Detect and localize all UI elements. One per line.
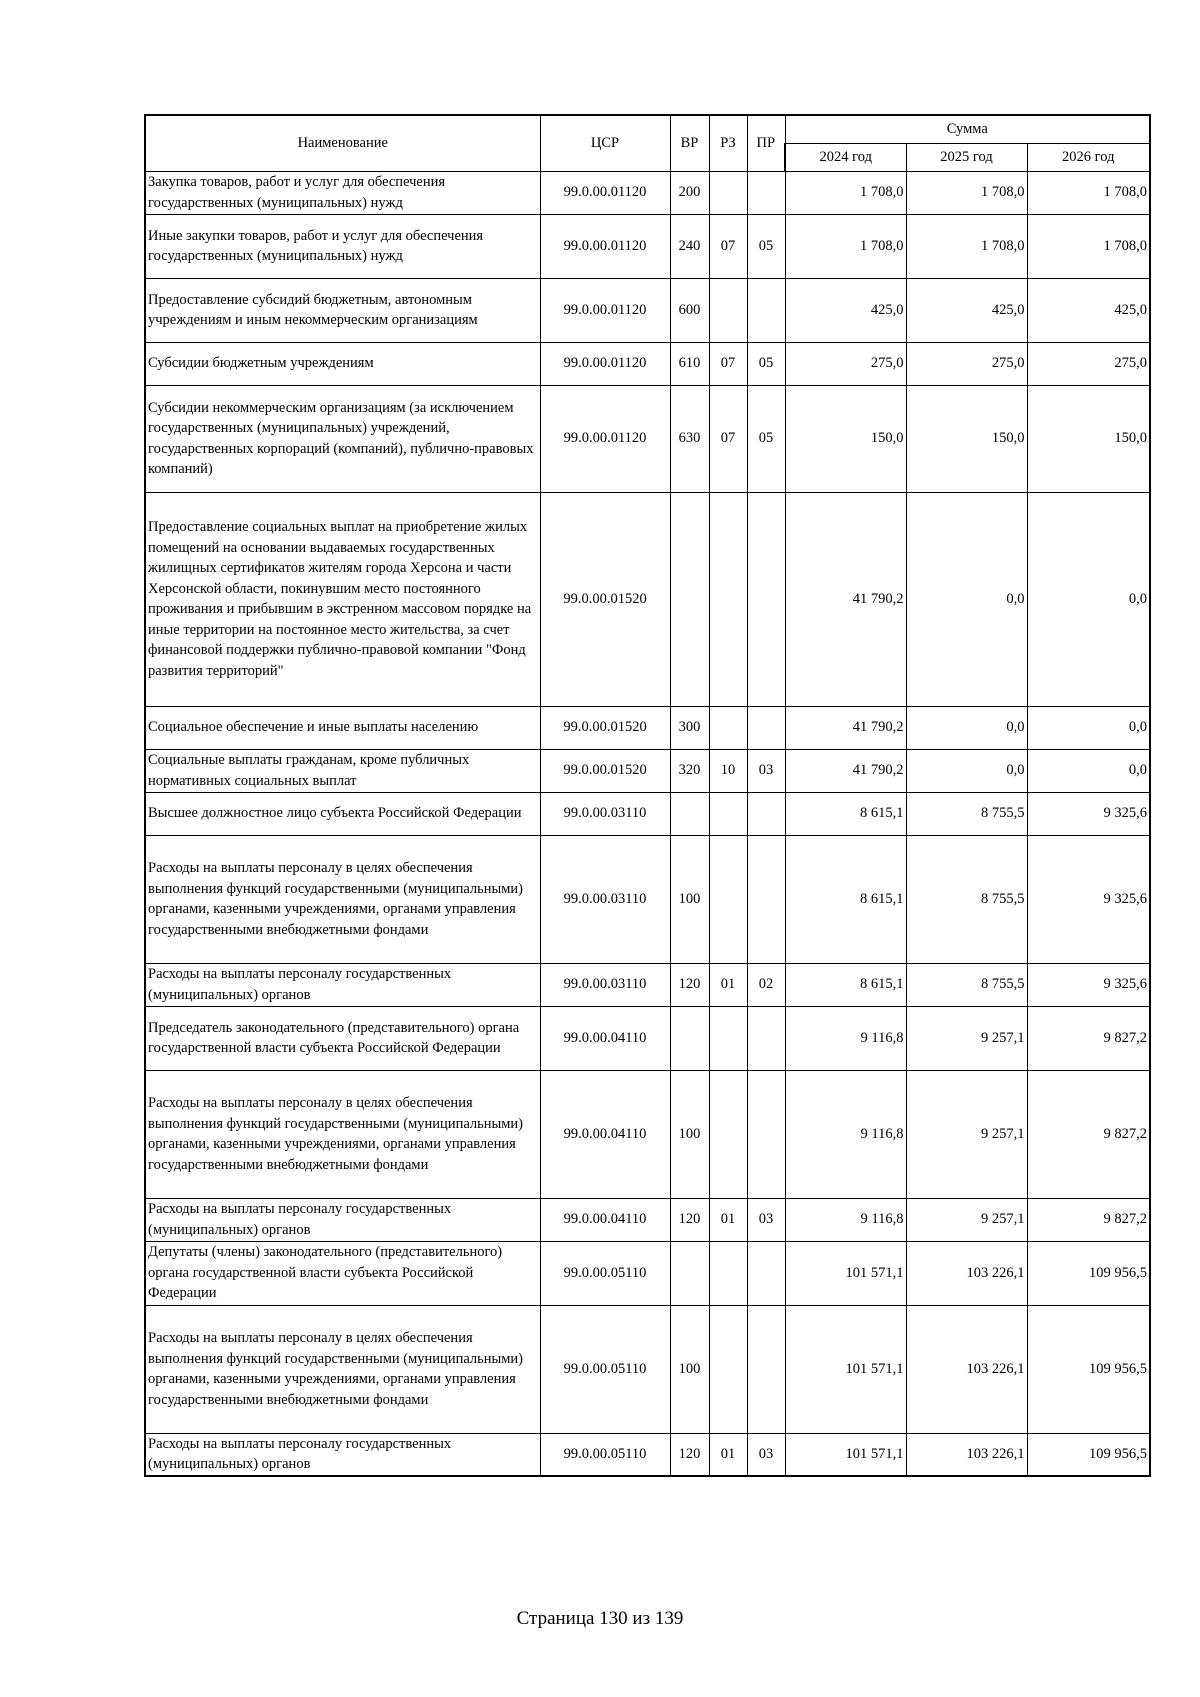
cell-name: Расходы на выплаты персоналу государственных (муниципальных) органов <box>145 963 540 1006</box>
cell-vr: 120 <box>670 1198 709 1241</box>
cell-name: Иные закупки товаров, работ и услуг для обеспечения государственных (муниципальных) нужд <box>145 214 540 278</box>
cell-2024: 9 116,8 <box>785 1006 906 1070</box>
table-row <box>145 963 1150 1006</box>
cell-2026: 1 708,0 <box>1027 214 1150 278</box>
cell-rz: 01 <box>709 1433 747 1476</box>
cell-vr: 610 <box>670 342 709 385</box>
cell-pr <box>747 835 785 963</box>
table-row <box>145 792 1150 835</box>
cell-2026: 150,0 <box>1027 385 1150 492</box>
cell-rz: 07 <box>709 385 747 492</box>
cell-csr: 99.0.00.01520 <box>540 492 670 706</box>
cell-2026: 275,0 <box>1027 342 1150 385</box>
cell-rz <box>709 1070 747 1198</box>
table-row <box>145 278 1150 342</box>
cell-2026: 0,0 <box>1027 706 1150 749</box>
cell-2024: 275,0 <box>785 342 906 385</box>
cell-vr: 100 <box>670 1305 709 1433</box>
header-sum: Сумма <box>785 115 1150 143</box>
cell-csr: 99.0.00.01120 <box>540 214 670 278</box>
cell-2024: 41 790,2 <box>785 492 906 706</box>
cell-2024: 1 708,0 <box>785 214 906 278</box>
cell-name: Предоставление социальных выплат на приобретение жилых помещений на основании выдаваемых государственных жилищных сертификатов жителям города Херсона и части Херсонской области, покинувшим место постоянного проживания и прибывшим в экстренном массовом порядке на иные территории на постоянное место жительства, за счет финансовой поддержки публично-правовой компании "Фонд развития территорий" <box>145 492 540 706</box>
header-name: Наименование <box>145 115 540 171</box>
cell-pr <box>747 492 785 706</box>
table-row <box>145 385 1150 492</box>
cell-2025: 425,0 <box>906 278 1027 342</box>
cell-csr: 99.0.00.05110 <box>540 1433 670 1476</box>
cell-pr <box>747 1305 785 1433</box>
cell-2025: 9 257,1 <box>906 1006 1027 1070</box>
cell-vr: 600 <box>670 278 709 342</box>
cell-pr <box>747 278 785 342</box>
table-row <box>145 1305 1150 1433</box>
cell-name: Расходы на выплаты персоналу в целях обеспечения выполнения функций государственными (муниципальными) органами, казенными учреждениями, органами управления государственными внебюджетными фондами <box>145 835 540 963</box>
cell-pr <box>747 1241 785 1305</box>
budget-table <box>144 114 1151 1477</box>
cell-vr: 300 <box>670 706 709 749</box>
page-number: Страница 130 из 139 <box>516 1608 684 1629</box>
cell-2026: 0,0 <box>1027 749 1150 792</box>
cell-pr <box>747 1070 785 1198</box>
cell-2026: 9 325,6 <box>1027 835 1150 963</box>
cell-2025: 8 755,5 <box>906 792 1027 835</box>
cell-2024: 41 790,2 <box>785 706 906 749</box>
cell-2025: 1 708,0 <box>906 171 1027 214</box>
cell-name: Субсидии бюджетным учреждениям <box>145 342 540 385</box>
table-row <box>145 835 1150 963</box>
cell-rz <box>709 1305 747 1433</box>
cell-2026: 109 956,5 <box>1027 1241 1150 1305</box>
header-rz: РЗ <box>709 115 747 171</box>
cell-2026: 9 827,2 <box>1027 1070 1150 1198</box>
header-vr: ВР <box>670 115 709 171</box>
cell-2025: 0,0 <box>906 492 1027 706</box>
cell-2026: 9 827,2 <box>1027 1198 1150 1241</box>
table-row <box>145 1070 1150 1198</box>
table-row <box>145 1006 1150 1070</box>
header-year-2025: 2025 год <box>906 143 1027 171</box>
cell-vr: 200 <box>670 171 709 214</box>
cell-name: Субсидии некоммерческим организациям (за исключением государственных (муниципальных) учреждений, государственных корпораций (компаний), публично-правовых компаний) <box>145 385 540 492</box>
cell-vr <box>670 1006 709 1070</box>
cell-pr: 05 <box>747 214 785 278</box>
cell-name: Расходы на выплаты персоналу в целях обеспечения выполнения функций государственными (муниципальными) органами, казенными учреждениями, органами управления государственными внебюджетными фондами <box>145 1305 540 1433</box>
header-pr: ПР <box>747 115 785 171</box>
cell-rz <box>709 278 747 342</box>
cell-2026: 9 325,6 <box>1027 792 1150 835</box>
cell-name: Предоставление субсидий бюджетным, автономным учреждениям и иным некоммерческим организациям <box>145 278 540 342</box>
cell-pr: 03 <box>747 1433 785 1476</box>
cell-2026: 109 956,5 <box>1027 1305 1150 1433</box>
header-year-2026: 2026 год <box>1027 143 1150 171</box>
cell-name: Социальные выплаты гражданам, кроме публичных нормативных социальных выплат <box>145 749 540 792</box>
cell-name: Депутаты (члены) законодательного (представительного) органа государственной власти субъекта Российской Федерации <box>145 1241 540 1305</box>
cell-2025: 9 257,1 <box>906 1198 1027 1241</box>
cell-vr: 320 <box>670 749 709 792</box>
cell-csr: 99.0.00.04110 <box>540 1006 670 1070</box>
cell-vr <box>670 492 709 706</box>
table-row <box>145 1198 1150 1241</box>
cell-2026: 9 827,2 <box>1027 1006 1150 1070</box>
cell-2024: 101 571,1 <box>785 1433 906 1476</box>
cell-2026: 9 325,6 <box>1027 963 1150 1006</box>
cell-2024: 8 615,1 <box>785 835 906 963</box>
cell-2024: 9 116,8 <box>785 1198 906 1241</box>
cell-2025: 8 755,5 <box>906 963 1027 1006</box>
cell-name: Расходы на выплаты персоналу государственных (муниципальных) органов <box>145 1198 540 1241</box>
table-row <box>145 706 1150 749</box>
cell-csr: 99.0.00.05110 <box>540 1241 670 1305</box>
table-body <box>145 171 1150 1476</box>
cell-name: Председатель законодательного (представительного) органа государственной власти субъекта Российской Федерации <box>145 1006 540 1070</box>
cell-2025: 103 226,1 <box>906 1305 1027 1433</box>
cell-rz <box>709 171 747 214</box>
table-row <box>145 1241 1150 1305</box>
table-row <box>145 1433 1150 1476</box>
cell-pr: 05 <box>747 342 785 385</box>
cell-pr: 02 <box>747 963 785 1006</box>
cell-csr: 99.0.00.04110 <box>540 1070 670 1198</box>
cell-2024: 1 708,0 <box>785 171 906 214</box>
cell-csr: 99.0.00.05110 <box>540 1305 670 1433</box>
cell-rz <box>709 1241 747 1305</box>
cell-vr <box>670 792 709 835</box>
cell-csr: 99.0.00.03110 <box>540 835 670 963</box>
cell-2024: 9 116,8 <box>785 1070 906 1198</box>
cell-2025: 150,0 <box>906 385 1027 492</box>
cell-csr: 99.0.00.03110 <box>540 792 670 835</box>
cell-2025: 103 226,1 <box>906 1241 1027 1305</box>
cell-vr: 120 <box>670 1433 709 1476</box>
cell-vr: 120 <box>670 963 709 1006</box>
header-csr: ЦСР <box>540 115 670 171</box>
cell-rz: 10 <box>709 749 747 792</box>
cell-rz: 07 <box>709 342 747 385</box>
cell-2026: 425,0 <box>1027 278 1150 342</box>
cell-2024: 101 571,1 <box>785 1241 906 1305</box>
cell-pr <box>747 1006 785 1070</box>
cell-csr: 99.0.00.01120 <box>540 342 670 385</box>
cell-vr: 100 <box>670 835 709 963</box>
cell-2026: 1 708,0 <box>1027 171 1150 214</box>
cell-pr: 05 <box>747 385 785 492</box>
cell-rz: 01 <box>709 963 747 1006</box>
cell-name: Расходы на выплаты персоналу в целях обеспечения выполнения функций государственными (муниципальными) органами, казенными учреждениями, органами управления государственными внебюджетными фондами <box>145 1070 540 1198</box>
cell-2025: 8 755,5 <box>906 835 1027 963</box>
table-row <box>145 492 1150 706</box>
cell-2026: 0,0 <box>1027 492 1150 706</box>
cell-2025: 0,0 <box>906 749 1027 792</box>
cell-name: Расходы на выплаты персоналу государственных (муниципальных) органов <box>145 1433 540 1476</box>
cell-csr: 99.0.00.01120 <box>540 171 670 214</box>
cell-2024: 150,0 <box>785 385 906 492</box>
cell-2024: 101 571,1 <box>785 1305 906 1433</box>
cell-rz <box>709 792 747 835</box>
cell-vr: 240 <box>670 214 709 278</box>
cell-rz <box>709 492 747 706</box>
cell-2025: 103 226,1 <box>906 1433 1027 1476</box>
cell-vr <box>670 1241 709 1305</box>
cell-csr: 99.0.00.01520 <box>540 749 670 792</box>
cell-pr <box>747 706 785 749</box>
cell-2026: 109 956,5 <box>1027 1433 1150 1476</box>
cell-name: Социальное обеспечение и иные выплаты населению <box>145 706 540 749</box>
table-row <box>145 342 1150 385</box>
cell-2025: 9 257,1 <box>906 1070 1027 1198</box>
cell-csr: 99.0.00.04110 <box>540 1198 670 1241</box>
cell-name: Закупка товаров, работ и услуг для обеспечения государственных (муниципальных) нужд <box>145 171 540 214</box>
header-year-2024: 2024 год <box>785 143 906 171</box>
cell-2025: 275,0 <box>906 342 1027 385</box>
cell-pr: 03 <box>747 1198 785 1241</box>
table-row <box>145 749 1150 792</box>
cell-csr: 99.0.00.03110 <box>540 963 670 1006</box>
cell-pr <box>747 171 785 214</box>
table-header <box>145 115 1150 171</box>
table-row <box>145 171 1150 214</box>
cell-rz <box>709 1006 747 1070</box>
cell-vr: 100 <box>670 1070 709 1198</box>
cell-csr: 99.0.00.01520 <box>540 706 670 749</box>
cell-2024: 8 615,1 <box>785 963 906 1006</box>
cell-rz: 01 <box>709 1198 747 1241</box>
cell-2024: 8 615,1 <box>785 792 906 835</box>
cell-rz <box>709 706 747 749</box>
table-row <box>145 214 1150 278</box>
cell-vr: 630 <box>670 385 709 492</box>
cell-rz <box>709 835 747 963</box>
cell-pr <box>747 792 785 835</box>
cell-2025: 1 708,0 <box>906 214 1027 278</box>
cell-2025: 0,0 <box>906 706 1027 749</box>
cell-2024: 425,0 <box>785 278 906 342</box>
cell-pr: 03 <box>747 749 785 792</box>
cell-csr: 99.0.00.01120 <box>540 385 670 492</box>
cell-rz: 07 <box>709 214 747 278</box>
cell-name: Высшее должностное лицо субъекта Российской Федерации <box>145 792 540 835</box>
cell-2024: 41 790,2 <box>785 749 906 792</box>
cell-csr: 99.0.00.01120 <box>540 278 670 342</box>
